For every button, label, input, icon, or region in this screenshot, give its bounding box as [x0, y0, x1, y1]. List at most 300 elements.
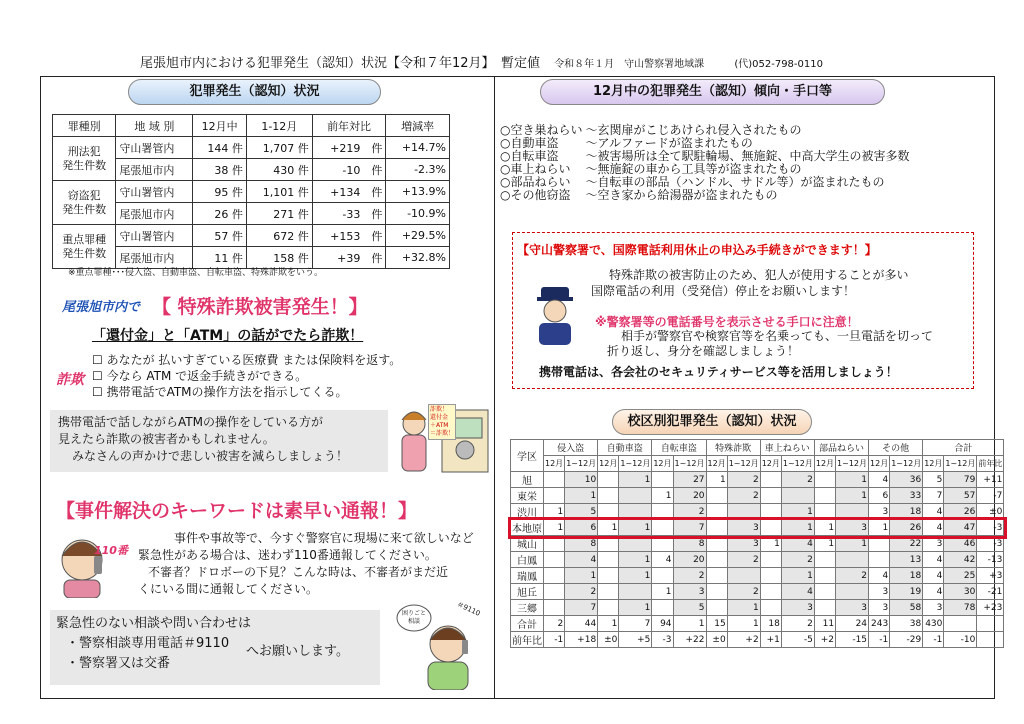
count-cell: 8 — [565, 536, 598, 552]
subheader-year: 1~12月 — [836, 456, 869, 472]
count-cell: 24 — [836, 616, 869, 632]
count-cell — [544, 568, 565, 584]
count-cell: -29 — [890, 632, 923, 648]
school-body — [511, 472, 1004, 648]
count-cell: 13 — [890, 552, 923, 568]
count-cell — [760, 472, 781, 488]
year-cell: 1,101 件 — [246, 181, 312, 203]
consult-line: ・警察署又は交番 — [66, 656, 171, 671]
count-cell: 10 — [565, 472, 598, 488]
count-cell: 7 — [673, 520, 706, 536]
subheader-december: 12月 — [923, 456, 944, 472]
trend-list — [500, 124, 913, 202]
table-row — [511, 472, 1004, 488]
count-cell: -1 — [923, 632, 944, 648]
intl-call-body — [591, 267, 909, 299]
count-cell: 3 — [781, 600, 814, 616]
count-cell: 3 — [923, 536, 944, 552]
count-cell: 38 — [890, 616, 923, 632]
area-cell: 守山署管内 — [116, 181, 193, 203]
december-cell: 26 件 — [193, 203, 246, 225]
table-row — [53, 181, 450, 203]
count-cell: 42 — [944, 552, 977, 568]
count-cell: 3 — [869, 584, 890, 600]
count-cell: 44 — [565, 616, 598, 632]
trend-heading: 12月中の犯罪発生（認知）傾向・手口等 — [540, 79, 885, 105]
count-cell: 2 — [727, 552, 760, 568]
table-row — [511, 584, 1004, 600]
count-cell: 1 — [781, 504, 814, 520]
subheader-december: 12月 — [544, 456, 565, 472]
count-cell: 11 — [814, 616, 835, 632]
count-cell: -3 — [652, 632, 673, 648]
count-cell: 47 — [944, 520, 977, 536]
count-cell: 36 — [890, 472, 923, 488]
count-cell: 3 — [869, 504, 890, 520]
trend-type: ○空き巣ねらい — [500, 123, 583, 137]
school-district-table — [510, 439, 1004, 648]
count-cell: 5 — [565, 504, 598, 520]
col-rate: 増減率 — [386, 115, 450, 137]
count-cell: ±0 — [977, 504, 1004, 520]
count-cell: 1 — [544, 520, 565, 536]
count-cell: 4 — [923, 584, 944, 600]
district-name: 三郷 — [511, 600, 544, 616]
count-cell — [544, 536, 565, 552]
count-cell — [814, 584, 835, 600]
count-cell: 26 — [944, 504, 977, 520]
subheader-year: 1~12月 — [565, 456, 598, 472]
count-cell: 4 — [923, 504, 944, 520]
consult-number: ＃9110 — [455, 600, 482, 618]
yoy-cell: +219 件 — [312, 137, 386, 159]
school-district-heading: 校区別犯罪発生（認知）状況 — [612, 409, 812, 435]
school-subheader-row — [511, 456, 1004, 472]
atm-illustration — [392, 402, 492, 474]
count-cell — [598, 600, 619, 616]
subheader-year: 1~12月 — [781, 456, 814, 472]
count-cell: 22 — [890, 536, 923, 552]
police-officer-illustration — [531, 285, 579, 345]
trend-desc: ～被害場所は全て駅駐輪場、無施錠、中高大学生の被害多数 — [585, 149, 910, 163]
table-row — [53, 225, 450, 247]
fraud-prefix: 尾張旭市内で — [62, 300, 141, 315]
count-cell: 94 — [652, 616, 673, 632]
count-cell: 4 — [923, 552, 944, 568]
trend-type: ○その他窃盗 — [500, 188, 571, 202]
count-cell — [977, 632, 1004, 648]
count-cell: 7 — [565, 600, 598, 616]
count-cell — [814, 504, 835, 520]
col-december: 12月中 — [193, 115, 246, 137]
count-cell: 1 — [565, 568, 598, 584]
count-cell — [727, 504, 760, 520]
count-cell: ±0 — [706, 632, 727, 648]
count-cell — [836, 584, 869, 600]
keyword-line: くにいる間に通報してください。 — [138, 582, 319, 596]
district-name: 前年比 — [511, 632, 544, 648]
count-cell: -7 — [977, 488, 1004, 504]
fraud-subtitle: 「還付金」と「ATM」の話がでたら詐欺！ — [92, 328, 364, 344]
count-cell: 58 — [890, 600, 923, 616]
december-cell: 11 件 — [193, 247, 246, 269]
yoy-cell: +134 件 — [312, 181, 386, 203]
document-header — [140, 52, 823, 71]
year-cell: 271 件 — [246, 203, 312, 225]
count-cell — [706, 536, 727, 552]
count-cell: 27 — [673, 472, 706, 488]
cat-header: 侵入盗 — [544, 440, 598, 456]
sign-line: ＝詐欺！ — [430, 430, 455, 437]
rate-cell: -2.3% — [386, 159, 450, 181]
count-cell: 3 — [836, 520, 869, 536]
table-row — [511, 552, 1004, 568]
count-cell: -3 — [977, 536, 1004, 552]
count-cell: 1 — [727, 600, 760, 616]
count-cell: 4 — [781, 536, 814, 552]
subheader-december: 12月 — [869, 456, 890, 472]
count-cell: 1 — [760, 536, 781, 552]
intl-call-title: 【守山警察署で、国際電話利用休止の申込み手続きができます！】 — [517, 243, 877, 257]
count-cell: 7 — [619, 616, 652, 632]
count-cell: ±0 — [598, 632, 619, 648]
count-cell — [869, 552, 890, 568]
count-cell — [706, 504, 727, 520]
count-cell: 8 — [673, 536, 706, 552]
count-cell — [944, 616, 977, 632]
count-cell: 1 — [544, 504, 565, 520]
consult-suffix: へお願いします。 — [246, 644, 349, 659]
stats-header-row — [53, 115, 450, 137]
count-cell: 1 — [565, 488, 598, 504]
consult-box — [50, 610, 380, 685]
count-cell — [598, 504, 619, 520]
cat-header: 自動車盗 — [598, 440, 652, 456]
count-cell: 4 — [869, 568, 890, 584]
phone-woman-illustration — [54, 526, 132, 598]
count-cell: 2 — [544, 616, 565, 632]
count-cell — [760, 504, 781, 520]
count-cell: 20 — [673, 488, 706, 504]
count-cell — [544, 552, 565, 568]
count-cell — [544, 472, 565, 488]
count-cell: 2 — [781, 472, 814, 488]
count-cell: 1 — [652, 584, 673, 600]
checklist-item: ☐ 今なら ATM で返金手続きができる。 — [92, 369, 308, 383]
category-cell: 重点罪種 発生件数 — [53, 225, 116, 269]
count-cell — [619, 536, 652, 552]
district-name: 旭丘 — [511, 584, 544, 600]
keyword-line: 緊急性がある場合は、迷わず110番通報してください。 — [138, 548, 437, 562]
phone-number: (代)052-798-0110 — [734, 59, 823, 70]
sign-line: 還付金 — [430, 414, 449, 421]
subheader-prev-year: 前年比 — [977, 456, 1004, 472]
count-cell — [869, 536, 890, 552]
keyword-line: 事件や事故等で、今すぐ警察官に現場に来て欲しいなど — [174, 531, 474, 545]
count-cell: -1 — [869, 632, 890, 648]
count-cell — [727, 568, 760, 584]
area-cell: 尾張旭市内 — [116, 203, 193, 225]
district-corner: 学区 — [511, 440, 544, 472]
count-cell: 19 — [890, 584, 923, 600]
district-name: 城山 — [511, 536, 544, 552]
advice-line: みなさんの声かけで悲しい被害を減らしましょう！ — [72, 449, 349, 463]
area-cell: 尾張旭市内 — [116, 159, 193, 181]
district-name: 瑞鳳 — [511, 568, 544, 584]
subheader-year: 1~12月 — [619, 456, 652, 472]
warning-line: 折り返し、身分を確認しましょう！ — [607, 344, 800, 358]
count-cell — [706, 552, 727, 568]
prev-year-row — [511, 632, 1004, 648]
trend-desc: ～アルファードが盗まれたもの — [585, 136, 753, 150]
count-cell — [760, 552, 781, 568]
count-cell: 1 — [727, 616, 760, 632]
count-cell: 3 — [869, 600, 890, 616]
count-cell — [706, 584, 727, 600]
count-cell — [814, 568, 835, 584]
count-cell: 2 — [727, 488, 760, 504]
count-cell — [814, 472, 835, 488]
subheader-december: 12月 — [706, 456, 727, 472]
110-badge: 110番 — [94, 544, 128, 557]
count-cell: 4 — [565, 552, 598, 568]
count-cell: 3 — [923, 600, 944, 616]
count-cell: 4 — [923, 568, 944, 584]
keyword-body — [138, 530, 474, 598]
cat-header: 車上ねらい — [760, 440, 814, 456]
atm-sign — [428, 404, 456, 440]
column-divider — [494, 76, 495, 699]
count-cell — [544, 600, 565, 616]
count-cell: -10 — [944, 632, 977, 648]
count-cell: 2 — [673, 568, 706, 584]
rate-cell: +29.5% — [386, 225, 450, 247]
count-cell: -1 — [544, 632, 565, 648]
count-cell — [652, 568, 673, 584]
subheader-december: 12月 — [652, 456, 673, 472]
count-cell: 1 — [598, 616, 619, 632]
year-cell: 1,707 件 — [246, 137, 312, 159]
count-cell: 1 — [619, 552, 652, 568]
count-cell: 1 — [598, 520, 619, 536]
rate-cell: +14.7% — [386, 137, 450, 159]
count-cell — [836, 504, 869, 520]
intl-warning: ※警察署等の電話番号を表示させる手口に注意！ — [595, 315, 859, 329]
count-cell: 3 — [836, 600, 869, 616]
count-cell: 46 — [944, 536, 977, 552]
count-cell: 1 — [652, 488, 673, 504]
count-cell: 430 — [923, 616, 944, 632]
rate-cell: +32.8% — [386, 247, 450, 269]
sign-line: ＋ATM — [430, 422, 449, 429]
count-cell — [706, 488, 727, 504]
yoy-cell: -10 件 — [312, 159, 386, 181]
count-cell: 2 — [781, 616, 814, 632]
table-row — [511, 488, 1004, 504]
subheader-december: 12月 — [598, 456, 619, 472]
count-cell: 2 — [836, 568, 869, 584]
count-cell: +22 — [673, 632, 706, 648]
count-cell: 4 — [652, 552, 673, 568]
count-cell: +2 — [814, 632, 835, 648]
consult-line: 緊急性のない相談や問い合わせは — [56, 616, 252, 631]
count-cell — [760, 488, 781, 504]
count-cell: +23 — [977, 600, 1004, 616]
year-cell: 672 件 — [246, 225, 312, 247]
advice-line: 携帯電話で話しながらATMの操作をしている方が — [58, 415, 323, 429]
count-cell: 30 — [944, 584, 977, 600]
subheader-december: 12月 — [814, 456, 835, 472]
table-row — [511, 600, 1004, 616]
district-name: 白鳳 — [511, 552, 544, 568]
count-cell: 5 — [673, 600, 706, 616]
count-cell — [706, 600, 727, 616]
count-cell: +18 — [565, 632, 598, 648]
count-cell: 20 — [673, 552, 706, 568]
sign-line: 詐欺！ — [430, 406, 449, 413]
count-cell: -13 — [977, 552, 1004, 568]
count-cell — [760, 520, 781, 536]
col-yoy: 前年対比 — [312, 115, 386, 137]
december-cell: 144 件 — [193, 137, 246, 159]
count-cell: 7 — [923, 488, 944, 504]
col-area: 地 域 別 — [116, 115, 193, 137]
count-cell: 57 — [944, 488, 977, 504]
intl-warning-body — [607, 329, 933, 359]
count-cell — [598, 488, 619, 504]
cat-header: 特殊詐欺 — [706, 440, 760, 456]
count-cell: 1 — [814, 536, 835, 552]
table-footnote: ※重点罪種･･･侵入盗、自動車盗、自転車盗、特殊詐欺をいう。 — [68, 268, 324, 278]
count-cell — [760, 584, 781, 600]
trend-type: ○自転車盗 — [500, 149, 559, 163]
fraud-advice-box — [50, 410, 388, 472]
category-cell: 窃盗犯 発生件数 — [53, 181, 116, 225]
count-cell: 1 — [869, 520, 890, 536]
count-cell — [619, 504, 652, 520]
count-cell — [760, 568, 781, 584]
count-cell — [652, 504, 673, 520]
count-cell — [814, 552, 835, 568]
count-cell: 1 — [836, 536, 869, 552]
count-cell — [652, 536, 673, 552]
district-name: 本地原 — [511, 520, 544, 536]
count-cell — [814, 600, 835, 616]
category-cell: 刑法犯 発生件数 — [53, 137, 116, 181]
count-cell — [598, 472, 619, 488]
count-cell: 4 — [923, 520, 944, 536]
count-cell — [544, 488, 565, 504]
count-cell — [652, 520, 673, 536]
december-cell: 57 件 — [193, 225, 246, 247]
count-cell — [977, 616, 1004, 632]
count-cell: 1 — [781, 520, 814, 536]
count-cell: 4 — [781, 584, 814, 600]
subheader-year: 1~12月 — [890, 456, 923, 472]
yoy-cell: -33 件 — [312, 203, 386, 225]
col-year: 1-12月 — [246, 115, 312, 137]
col-crime-type: 罪種別 — [53, 115, 116, 137]
list-item — [500, 189, 913, 202]
subheader-year: 1~12月 — [944, 456, 977, 472]
count-cell: 18 — [890, 504, 923, 520]
district-name: 東栄 — [511, 488, 544, 504]
count-cell: +3 — [977, 568, 1004, 584]
count-cell: 3 — [727, 536, 760, 552]
count-cell — [619, 488, 652, 504]
count-cell — [652, 600, 673, 616]
count-cell: 2 — [673, 504, 706, 520]
count-cell — [706, 568, 727, 584]
count-cell: 6 — [869, 488, 890, 504]
yoy-cell: +153 件 — [312, 225, 386, 247]
total-row — [511, 616, 1004, 632]
district-name: 旭 — [511, 472, 544, 488]
yoy-cell: +39 件 — [312, 247, 386, 269]
cat-header: 合計 — [923, 440, 1004, 456]
cat-header: 部品ねらい — [814, 440, 868, 456]
count-cell — [619, 584, 652, 600]
table-row — [511, 536, 1004, 552]
advice-line: 見えたら詐欺の被害者かもしれません。 — [58, 432, 275, 446]
count-cell: 1 — [673, 616, 706, 632]
count-cell — [598, 536, 619, 552]
issuer: 令和８年１月 守山警察署地域課 — [554, 59, 705, 70]
intl-line: 国際電話の利用（受発信）停止をお願いします！ — [591, 284, 856, 298]
count-cell — [544, 584, 565, 600]
count-cell: 3 — [673, 584, 706, 600]
count-cell — [598, 552, 619, 568]
document-title: 尾張旭市内における犯罪発生（認知）状況【令和７年12月】 暫定値 — [140, 56, 541, 71]
count-cell — [598, 584, 619, 600]
count-cell: -3 — [977, 520, 1004, 536]
intl-line: 特殊詐欺の被害防止のため、犯人が使用することが多い — [609, 268, 909, 282]
trend-type: ○自動車盗 — [500, 136, 559, 150]
trend-desc: ～玄関扉がこじあけられ侵入されたもの — [585, 123, 802, 137]
mobile-advice: 携帯電話は、各会社のセキュリティサービス等を活用しましょう！ — [539, 365, 898, 379]
fraud-title: 【 特殊詐欺被害発生！】 — [152, 296, 368, 318]
table-row — [511, 520, 1004, 536]
crime-stats-table — [52, 114, 450, 269]
count-cell: 1 — [706, 472, 727, 488]
trend-desc: ～自転車の部品（ハンドル、サドル等）が盗まれたもの — [585, 175, 885, 189]
count-cell: 6 — [565, 520, 598, 536]
count-cell: +1 — [760, 632, 781, 648]
trend-desc: ～無施錠の車から工具等が盗まれたもの — [585, 162, 802, 176]
subheader-december: 12月 — [760, 456, 781, 472]
district-name: 合計 — [511, 616, 544, 632]
subheader-year: 1~12月 — [673, 456, 706, 472]
count-cell: -21 — [977, 584, 1004, 600]
trend-type: ○車上ねらい — [500, 162, 571, 176]
count-cell — [781, 488, 814, 504]
count-cell: 1 — [781, 568, 814, 584]
count-cell: -5 — [781, 632, 814, 648]
district-name: 渋川 — [511, 504, 544, 520]
consult-illustration — [396, 600, 488, 690]
year-cell: 158 件 — [246, 247, 312, 269]
fraud-checklist — [92, 352, 401, 400]
count-cell: 2 — [565, 584, 598, 600]
rate-cell: +13.9% — [386, 181, 450, 203]
checklist-item: ☐ あなたが 払いすぎている医療費 または保険料を返す。 — [92, 353, 402, 367]
count-cell: 1 — [814, 520, 835, 536]
school-header-row — [511, 440, 1004, 456]
count-cell: +11 — [977, 472, 1004, 488]
count-cell: 2 — [727, 584, 760, 600]
year-cell: 430 件 — [246, 159, 312, 181]
fraud-side-label: 詐欺 — [56, 372, 84, 388]
